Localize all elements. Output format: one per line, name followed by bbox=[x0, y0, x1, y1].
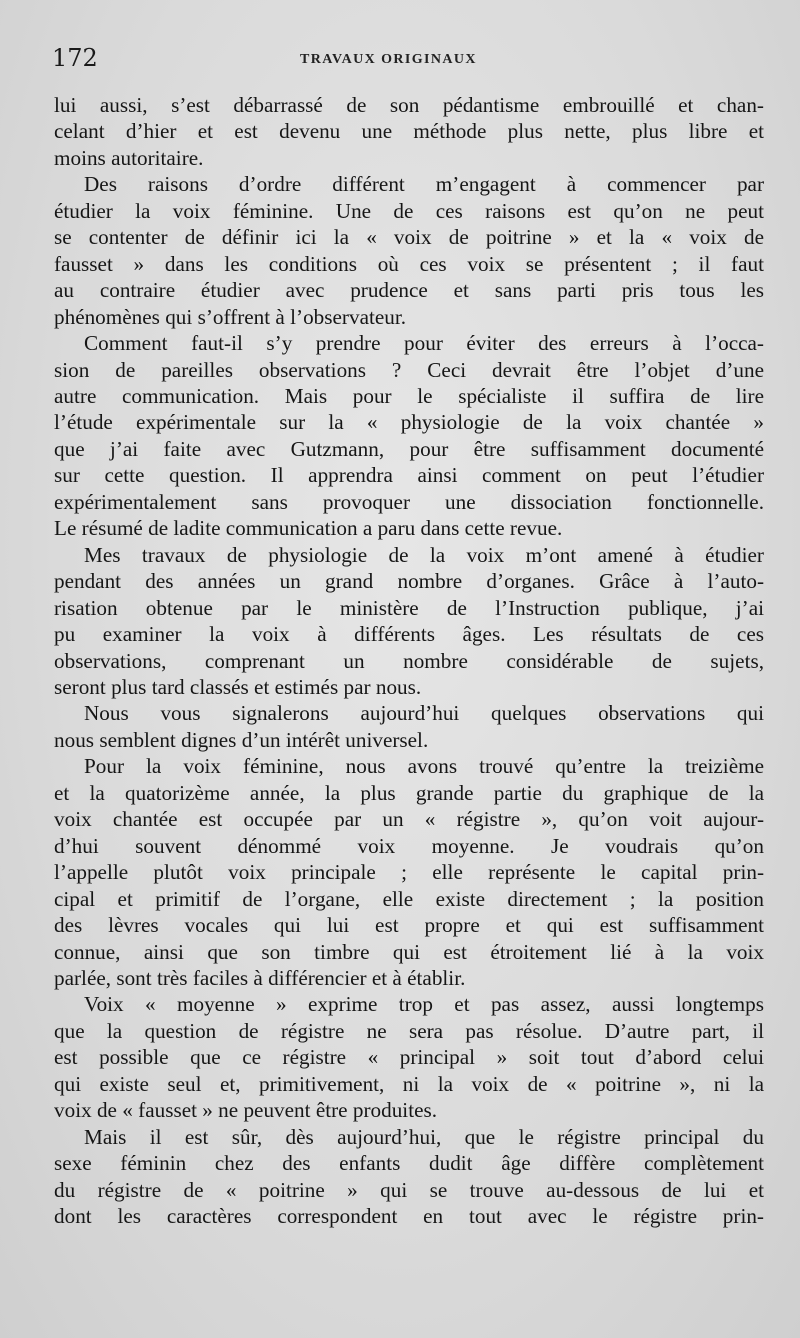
text-line: Comment faut-il s’y prendre pour éviter des erreurs à l’occa- bbox=[84, 331, 764, 356]
text-line: celant d’hier et est devenu une méthode plus nette, plus libre et bbox=[54, 119, 764, 144]
text-line: seront plus tard classés et estimés par nous. bbox=[54, 674, 422, 699]
text-line: voix de « fausset » ne peuvent être produites. bbox=[54, 1098, 438, 1123]
text-line: fausset » dans les conditions où ces voix se présentent ; il faut bbox=[54, 251, 764, 276]
text-line: risation obtenue par le ministère de l’Instruction publique, j’ai bbox=[54, 595, 764, 620]
text-line: voix chantée est occupée par un « régistre », qu’on voit aujour- bbox=[54, 807, 764, 832]
text-line: qui existe seul et, primitivement, ni la voix de « poitrine », ni la bbox=[54, 1071, 764, 1096]
text-line: moins autoritaire. bbox=[54, 145, 204, 170]
paragraph bbox=[54, 1124, 764, 1230]
text-line: nous semblent dignes d’un intérêt universel. bbox=[54, 727, 429, 752]
paragraph bbox=[54, 753, 764, 991]
text-line: Le résumé de ladite communication a paru dans cette revue. bbox=[54, 516, 563, 541]
text-line: connue, ainsi que son timbre qui est étroitement lié à la voix bbox=[54, 939, 764, 964]
paragraph bbox=[54, 542, 764, 701]
paragraph bbox=[54, 330, 764, 542]
page-number: 172 bbox=[52, 44, 98, 72]
text-line: se contenter de définir ici la « voix de poitrine » et la « voix de bbox=[54, 225, 764, 250]
text-line: observations, comprenant un nombre considérable de sujets, bbox=[54, 648, 764, 673]
text-line: que j’ai faite avec Gutzmann, pour être suffisamment documenté bbox=[54, 436, 764, 461]
text-line: est possible que ce régistre « principal » soit tout d’abord celui bbox=[54, 1045, 764, 1070]
text-line: pu examiner la voix à différents âges. Les résultats de ces bbox=[54, 622, 764, 647]
text-line: parlée, sont très faciles à différencier et à établir. bbox=[54, 965, 466, 990]
text-line: d’hui souvent dénommé voix moyenne. Je voudrais qu’on bbox=[54, 833, 764, 858]
text-line: Mes travaux de physiologie de la voix m’ont amené à étudier bbox=[84, 542, 764, 567]
text-line: étudier la voix féminine. Une de ces raisons est qu’on ne peut bbox=[54, 198, 764, 223]
text-line: autre communication. Mais pour le spécialiste il suffira de lire bbox=[54, 383, 764, 408]
text-line: pendant des années un grand nombre d’organes. Grâce à l’auto- bbox=[54, 569, 764, 594]
text-line: Mais il est sûr, dès aujourd’hui, que le régistre principal du bbox=[84, 1124, 764, 1149]
running-head: TRAVAUX ORIGINAUX bbox=[300, 52, 477, 67]
text-line: du régistre de « poitrine » qui se trouve au-dessous de lui et bbox=[54, 1177, 764, 1202]
text-line: que la question de régistre ne sera pas résolue. D’autre part, il bbox=[54, 1018, 764, 1043]
paragraph bbox=[54, 991, 764, 1123]
text-line: sur cette question. Il apprendra ainsi comment on peut l’étudier bbox=[54, 463, 764, 488]
text-line: lui aussi, s’est débarrassé de son pédantisme embrouillé et chan- bbox=[54, 93, 764, 117]
text-line: Nous vous signalerons aujourd’hui quelques observations qui bbox=[84, 701, 764, 726]
paragraph bbox=[54, 171, 764, 330]
text-line: sexe féminin chez des enfants dudit âge diffère complètement bbox=[54, 1151, 764, 1176]
text-line: expérimentalement sans provoquer une dissociation fonctionnelle. bbox=[54, 489, 764, 514]
text-line: au contraire étudier avec prudence et sans parti pris tous les bbox=[54, 278, 764, 303]
text-line: l’appelle plutôt voix principale ; elle représente le capital prin- bbox=[54, 860, 764, 885]
text-line: dont les caractères correspondent en tout avec le régistre prin- bbox=[54, 1204, 764, 1229]
text-line: Pour la voix féminine, nous avons trouvé qu’entre la treizième bbox=[84, 754, 764, 779]
text-line: phénomènes qui s’offrent à l’observateur. bbox=[54, 304, 407, 329]
text-line: Voix « moyenne » exprime trop et pas assez, aussi longtemps bbox=[84, 992, 764, 1017]
paragraph bbox=[54, 92, 764, 171]
text-line: Des raisons d’ordre différent m’engagent à commencer par bbox=[84, 172, 764, 197]
text-line: l’étude expérimentale sur la « physiologie de la voix chantée » bbox=[54, 410, 764, 435]
body-text bbox=[54, 92, 764, 1229]
text-line: sion de pareilles observations ? Ceci devrait être l’objet d’une bbox=[54, 357, 764, 382]
text-line: et la quatorizème année, la plus grande partie du graphique de la bbox=[54, 780, 764, 805]
text-line: des lèvres vocales qui lui est propre et qui est suffisamment bbox=[54, 913, 764, 938]
text-line: cipal et primitif de l’organe, elle existe directement ; la position bbox=[54, 886, 764, 911]
paragraph bbox=[54, 700, 764, 753]
page-header bbox=[52, 44, 748, 78]
